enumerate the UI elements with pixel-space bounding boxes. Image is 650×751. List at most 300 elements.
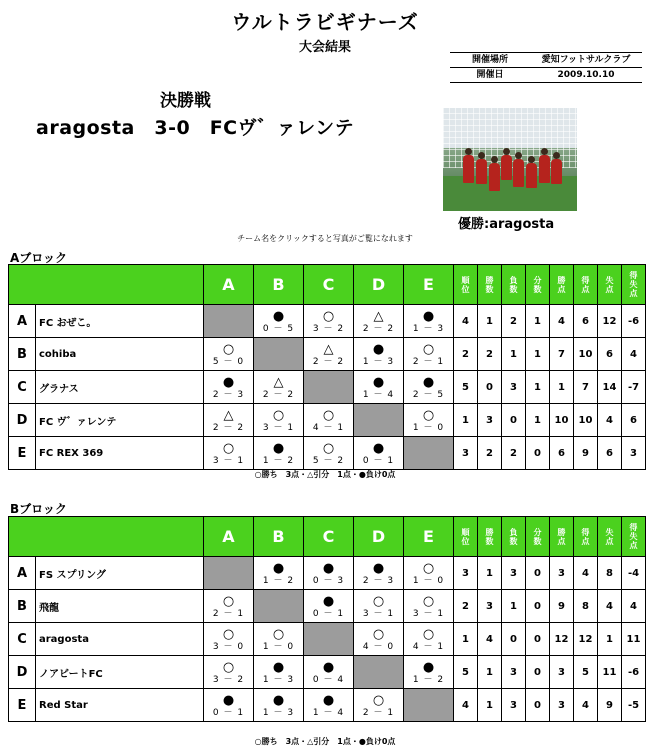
stat-value: -4 bbox=[622, 557, 646, 590]
page-subtitle: 大会結果 bbox=[298, 40, 351, 55]
stat-header: 勝 点 bbox=[550, 265, 574, 305]
match-result-cell bbox=[204, 590, 254, 623]
match-score: 1 － 3 bbox=[362, 356, 395, 367]
result-mark-icon: △ bbox=[373, 308, 384, 324]
column-header-c: C bbox=[304, 265, 354, 305]
result-mark-icon: ○ bbox=[222, 341, 235, 357]
date-row bbox=[450, 67, 642, 83]
block-a-label: Aブロック bbox=[10, 251, 68, 265]
match-result-cell bbox=[204, 371, 254, 404]
stat-header: 得 失 点 bbox=[622, 265, 646, 305]
stat-value: 4 bbox=[478, 623, 502, 656]
match-score: 3 － 1 bbox=[362, 608, 395, 619]
block-b-table bbox=[8, 516, 646, 722]
stat-value: 4 bbox=[454, 305, 478, 338]
match-result-cell bbox=[254, 557, 304, 590]
match-result-cell bbox=[354, 623, 404, 656]
match-result-cell bbox=[204, 689, 254, 722]
stat-value: 5 bbox=[454, 656, 478, 689]
stat-value: 4 bbox=[574, 557, 598, 590]
team-name-link[interactable]: cohiba bbox=[36, 338, 204, 371]
stat-value: 7 bbox=[574, 371, 598, 404]
stat-header: 順 位 bbox=[454, 517, 478, 557]
match-score: 0 － 1 bbox=[312, 608, 345, 619]
match-score: 3 － 2 bbox=[312, 323, 345, 334]
row-letter: E bbox=[9, 437, 36, 470]
row-letter: C bbox=[9, 371, 36, 404]
match-result-cell bbox=[254, 623, 304, 656]
match-result-cell bbox=[254, 437, 304, 470]
match-result-cell bbox=[304, 689, 354, 722]
match-score: 2 － 1 bbox=[362, 707, 395, 718]
stat-value: -6 bbox=[622, 305, 646, 338]
player-head bbox=[491, 156, 498, 163]
final-label: 決勝戦 bbox=[160, 91, 211, 111]
stat-header: 勝 数 bbox=[478, 517, 502, 557]
result-mark-icon: ● bbox=[422, 374, 435, 390]
column-header-e: E bbox=[404, 517, 454, 557]
stat-value: 6 bbox=[598, 338, 622, 371]
stat-value: 4 bbox=[622, 590, 646, 623]
player-figure bbox=[526, 163, 537, 188]
stat-value: 2 bbox=[454, 590, 478, 623]
stat-header: 順 位 bbox=[454, 265, 478, 305]
stat-value: 8 bbox=[574, 590, 598, 623]
column-header-d: D bbox=[354, 265, 404, 305]
stat-value: 9 bbox=[574, 437, 598, 470]
stat-value: 10 bbox=[574, 404, 598, 437]
stat-value: 3 bbox=[622, 437, 646, 470]
match-score: 1 － 0 bbox=[262, 641, 295, 652]
match-result-cell bbox=[354, 305, 404, 338]
match-score: 0 － 5 bbox=[262, 323, 295, 334]
team-name-link[interactable]: FC REX 369 bbox=[36, 437, 204, 470]
stat-value: 0 bbox=[526, 557, 550, 590]
match-score: 1 － 4 bbox=[362, 389, 395, 400]
stat-value: 12 bbox=[598, 305, 622, 338]
row-letter: B bbox=[9, 338, 36, 371]
match-score: 1 － 4 bbox=[312, 707, 345, 718]
result-mark-icon: ○ bbox=[422, 341, 435, 357]
player-head bbox=[541, 148, 548, 155]
table-row bbox=[9, 437, 646, 470]
block-b-legend: ○勝ち 3点・△引分 1点・●負け0点 bbox=[254, 737, 396, 746]
stat-value: 0 bbox=[526, 656, 550, 689]
player-figure bbox=[501, 155, 512, 180]
stat-value: 4 bbox=[574, 689, 598, 722]
result-mark-icon: ○ bbox=[222, 626, 235, 642]
stat-header: 得 点 bbox=[574, 517, 598, 557]
click-note: チーム名をクリックすると写真がご覧になれます bbox=[237, 234, 413, 243]
result-mark-icon: ● bbox=[272, 308, 285, 324]
player-head bbox=[515, 152, 522, 159]
stat-value: 3 bbox=[502, 557, 526, 590]
stat-value: -6 bbox=[622, 656, 646, 689]
stat-header: 失 点 bbox=[598, 265, 622, 305]
match-score: 3 － 1 bbox=[412, 608, 445, 619]
match-result-cell bbox=[404, 305, 454, 338]
column-header-b: B bbox=[254, 517, 304, 557]
stat-value: 1 bbox=[478, 305, 502, 338]
team-name-link[interactable]: FC ヴ゛ァレンテ bbox=[36, 404, 204, 437]
match-result-cell bbox=[404, 371, 454, 404]
result-mark-icon: ● bbox=[372, 440, 385, 456]
stat-value: 1 bbox=[478, 557, 502, 590]
stat-value: 1 bbox=[478, 656, 502, 689]
match-result-cell bbox=[304, 305, 354, 338]
table-row bbox=[9, 590, 646, 623]
row-letter: A bbox=[9, 557, 36, 590]
stat-header: 失 点 bbox=[598, 517, 622, 557]
stat-value: 1 bbox=[550, 371, 574, 404]
stat-value: 0 bbox=[502, 623, 526, 656]
match-result-cell bbox=[304, 338, 354, 371]
stat-value: 6 bbox=[622, 404, 646, 437]
table-row bbox=[9, 371, 646, 404]
player-head bbox=[465, 148, 472, 155]
match-result-cell bbox=[404, 623, 454, 656]
stat-value: 1 bbox=[454, 404, 478, 437]
stat-value: -7 bbox=[622, 371, 646, 404]
stat-value: 12 bbox=[574, 623, 598, 656]
self-match-cell bbox=[354, 656, 404, 689]
stat-value: 10 bbox=[550, 404, 574, 437]
row-letter: B bbox=[9, 590, 36, 623]
match-result-cell bbox=[354, 371, 404, 404]
match-score: 0 － 1 bbox=[362, 455, 395, 466]
result-mark-icon: ○ bbox=[422, 407, 435, 423]
stat-value: 0 bbox=[526, 623, 550, 656]
match-result-cell bbox=[304, 557, 354, 590]
result-mark-icon: ● bbox=[272, 440, 285, 456]
result-mark-icon: ○ bbox=[222, 593, 235, 609]
result-mark-icon: ○ bbox=[322, 407, 335, 423]
result-mark-icon: ● bbox=[422, 308, 435, 324]
player-figure bbox=[463, 155, 474, 183]
table-row bbox=[9, 404, 646, 437]
self-match-cell bbox=[254, 338, 304, 371]
result-mark-icon: ● bbox=[322, 659, 335, 675]
match-score: 2 － 3 bbox=[362, 575, 395, 586]
match-result-cell bbox=[254, 305, 304, 338]
column-header-b: B bbox=[254, 265, 304, 305]
match-result-cell bbox=[404, 404, 454, 437]
stat-value: 14 bbox=[598, 371, 622, 404]
result-mark-icon: ● bbox=[272, 659, 285, 675]
table-row bbox=[9, 338, 646, 371]
match-result-cell bbox=[254, 656, 304, 689]
result-mark-icon: ○ bbox=[422, 560, 435, 576]
stat-value: 3 bbox=[550, 689, 574, 722]
result-mark-icon: ○ bbox=[372, 626, 385, 642]
header-corner bbox=[9, 517, 204, 557]
date-label: 開催日 bbox=[476, 70, 504, 80]
match-score: 2 － 5 bbox=[412, 389, 445, 400]
stat-value: 8 bbox=[598, 557, 622, 590]
match-score: 4 － 1 bbox=[312, 422, 345, 433]
match-result-cell bbox=[404, 656, 454, 689]
team-name-link[interactable]: ノアビートFC bbox=[36, 656, 204, 689]
result-mark-icon: ○ bbox=[322, 440, 335, 456]
stat-value: 6 bbox=[598, 437, 622, 470]
table-row bbox=[9, 656, 646, 689]
stat-value: 3 bbox=[550, 656, 574, 689]
venue-row bbox=[450, 52, 642, 67]
header-corner bbox=[9, 265, 204, 305]
stat-value: 3 bbox=[454, 437, 478, 470]
match-score: 1 － 0 bbox=[412, 575, 445, 586]
stat-header: 勝 数 bbox=[478, 265, 502, 305]
stat-value: 3 bbox=[478, 590, 502, 623]
match-score: 5 － 2 bbox=[312, 455, 345, 466]
result-mark-icon: ● bbox=[222, 692, 235, 708]
result-mark-icon: ● bbox=[372, 374, 385, 390]
result-mark-icon: ● bbox=[272, 560, 285, 576]
match-result-cell bbox=[354, 689, 404, 722]
match-result-cell bbox=[254, 371, 304, 404]
match-score: 4 － 1 bbox=[412, 641, 445, 652]
team-name-link[interactable]: グラナス bbox=[36, 371, 204, 404]
self-match-cell bbox=[204, 557, 254, 590]
result-mark-icon: ● bbox=[322, 560, 335, 576]
match-score: 2 － 1 bbox=[212, 608, 245, 619]
page-title: ウルトラビギナーズ bbox=[231, 10, 419, 34]
team-name-link[interactable]: FC おぜこ。 bbox=[36, 305, 204, 338]
stat-value: 6 bbox=[574, 305, 598, 338]
stat-value: 6 bbox=[550, 437, 574, 470]
result-mark-icon: ● bbox=[322, 692, 335, 708]
result-mark-icon: ● bbox=[222, 374, 235, 390]
stat-value: 1 bbox=[526, 338, 550, 371]
stat-value: 0 bbox=[526, 590, 550, 623]
result-mark-icon: ○ bbox=[422, 593, 435, 609]
match-result-cell bbox=[204, 623, 254, 656]
photo-caption: 優勝:aragosta bbox=[458, 217, 555, 232]
stat-value: 3 bbox=[550, 557, 574, 590]
match-result-cell bbox=[354, 338, 404, 371]
stat-value: 2 bbox=[502, 305, 526, 338]
result-mark-icon: ○ bbox=[322, 308, 335, 324]
stat-value: 0 bbox=[478, 371, 502, 404]
stat-header: 勝 点 bbox=[550, 517, 574, 557]
player-head bbox=[478, 152, 485, 159]
stat-value: 9 bbox=[598, 689, 622, 722]
match-score: 3 － 1 bbox=[262, 422, 295, 433]
stat-header: 負 数 bbox=[502, 265, 526, 305]
match-score: 1 － 3 bbox=[262, 707, 295, 718]
event-info bbox=[450, 52, 642, 83]
stat-value: 1 bbox=[526, 305, 550, 338]
match-score: 1 － 2 bbox=[262, 575, 295, 586]
block-a-legend: ○勝ち 3点・△引分 1点・●負け0点 bbox=[254, 470, 396, 479]
player-figure bbox=[539, 155, 550, 183]
stat-value: 1 bbox=[502, 338, 526, 371]
result-mark-icon: △ bbox=[323, 341, 334, 357]
stat-value: 5 bbox=[574, 656, 598, 689]
stat-value: 0 bbox=[526, 689, 550, 722]
match-result-cell bbox=[204, 656, 254, 689]
stat-value: 4 bbox=[598, 404, 622, 437]
column-header-a: A bbox=[204, 517, 254, 557]
stat-value: 3 bbox=[478, 404, 502, 437]
stat-value: 3 bbox=[502, 656, 526, 689]
match-score: 2 － 2 bbox=[362, 323, 395, 334]
row-letter: D bbox=[9, 404, 36, 437]
result-mark-icon: ○ bbox=[372, 593, 385, 609]
match-result-cell bbox=[204, 338, 254, 371]
table-row bbox=[9, 623, 646, 656]
team-name-link[interactable]: Red Star bbox=[36, 689, 204, 722]
self-match-cell bbox=[304, 371, 354, 404]
stat-value: 3 bbox=[454, 557, 478, 590]
match-result-cell bbox=[204, 437, 254, 470]
stat-value: 1 bbox=[454, 623, 478, 656]
match-score: 2 － 1 bbox=[412, 356, 445, 367]
match-score: 2 － 2 bbox=[212, 422, 245, 433]
match-score: 2 － 2 bbox=[262, 389, 295, 400]
match-result-cell bbox=[354, 557, 404, 590]
player-figure bbox=[476, 159, 487, 184]
stat-header: 分 数 bbox=[526, 265, 550, 305]
match-score: 1 － 2 bbox=[412, 674, 445, 685]
table-row bbox=[9, 305, 646, 338]
stat-header: 負 数 bbox=[502, 517, 526, 557]
stat-value: 2 bbox=[454, 338, 478, 371]
self-match-cell bbox=[404, 689, 454, 722]
self-match-cell bbox=[354, 404, 404, 437]
match-score: 1 － 3 bbox=[412, 323, 445, 334]
stat-value: -5 bbox=[622, 689, 646, 722]
match-result-cell bbox=[404, 338, 454, 371]
venue-label: 開催場所 bbox=[471, 55, 508, 65]
winner-photo[interactable] bbox=[443, 108, 577, 211]
match-result-cell bbox=[404, 557, 454, 590]
self-match-cell bbox=[204, 305, 254, 338]
stat-value: 11 bbox=[598, 656, 622, 689]
team-name-link[interactable]: aragosta bbox=[36, 623, 204, 656]
stat-value: 1 bbox=[526, 371, 550, 404]
stat-value: 4 bbox=[550, 305, 574, 338]
result-mark-icon: ○ bbox=[272, 626, 285, 642]
match-result-cell bbox=[404, 590, 454, 623]
table-row bbox=[9, 689, 646, 722]
match-score: 0 － 1 bbox=[212, 707, 245, 718]
final-score: aragosta 3-0 FCヴ゛ァレンテ bbox=[36, 117, 355, 139]
match-score: 2 － 2 bbox=[312, 356, 345, 367]
match-result-cell bbox=[204, 404, 254, 437]
match-score: 3 － 0 bbox=[212, 641, 245, 652]
match-result-cell bbox=[354, 590, 404, 623]
self-match-cell bbox=[254, 590, 304, 623]
player-head bbox=[553, 152, 560, 159]
result-mark-icon: ○ bbox=[222, 659, 235, 675]
player-figure bbox=[551, 159, 562, 184]
stat-value: 9 bbox=[550, 590, 574, 623]
stat-value: 0 bbox=[502, 404, 526, 437]
stat-header: 得 点 bbox=[574, 265, 598, 305]
match-score: 0 － 4 bbox=[312, 674, 345, 685]
result-mark-icon: ● bbox=[422, 659, 435, 675]
player-head bbox=[503, 148, 510, 155]
match-result-cell bbox=[354, 437, 404, 470]
match-score: 1 － 3 bbox=[262, 674, 295, 685]
match-result-cell bbox=[304, 437, 354, 470]
row-letter: A bbox=[9, 305, 36, 338]
match-result-cell bbox=[254, 689, 304, 722]
match-score: 1 － 0 bbox=[412, 422, 445, 433]
result-mark-icon: ● bbox=[372, 560, 385, 576]
table-row bbox=[9, 557, 646, 590]
stat-value: 2 bbox=[478, 338, 502, 371]
stat-value: 0 bbox=[526, 437, 550, 470]
match-score: 3 － 2 bbox=[212, 674, 245, 685]
result-mark-icon: ○ bbox=[422, 626, 435, 642]
stat-value: 11 bbox=[622, 623, 646, 656]
player-figure bbox=[489, 163, 500, 191]
player-figure bbox=[513, 159, 524, 187]
match-result-cell bbox=[304, 404, 354, 437]
result-mark-icon: ○ bbox=[372, 692, 385, 708]
result-mark-icon: ○ bbox=[222, 440, 235, 456]
player-head bbox=[528, 156, 535, 163]
row-letter: C bbox=[9, 623, 36, 656]
block-b-label: Bブロック bbox=[10, 502, 67, 516]
stat-value: 4 bbox=[622, 338, 646, 371]
column-header-a: A bbox=[204, 265, 254, 305]
match-score: 5 － 0 bbox=[212, 356, 245, 367]
match-score: 2 － 3 bbox=[212, 389, 245, 400]
stat-value: 1 bbox=[478, 689, 502, 722]
result-mark-icon: ● bbox=[372, 341, 385, 357]
stat-value: 1 bbox=[502, 590, 526, 623]
result-mark-icon: △ bbox=[273, 374, 284, 390]
stat-value: 2 bbox=[502, 437, 526, 470]
match-result-cell bbox=[304, 590, 354, 623]
result-mark-icon: △ bbox=[223, 407, 234, 423]
match-score: 4 － 0 bbox=[362, 641, 395, 652]
stat-value: 1 bbox=[526, 404, 550, 437]
team-name-link[interactable]: 飛龍 bbox=[36, 590, 204, 623]
match-result-cell bbox=[254, 404, 304, 437]
header-row bbox=[9, 517, 646, 557]
column-header-d: D bbox=[354, 517, 404, 557]
stat-value: 1 bbox=[598, 623, 622, 656]
match-score: 1 － 2 bbox=[262, 455, 295, 466]
stat-value: 12 bbox=[550, 623, 574, 656]
team-name-link[interactable]: FS スプリング bbox=[36, 557, 204, 590]
self-match-cell bbox=[404, 437, 454, 470]
row-letter: E bbox=[9, 689, 36, 722]
column-header-c: C bbox=[304, 517, 354, 557]
stat-value: 4 bbox=[598, 590, 622, 623]
match-score: 0 － 3 bbox=[312, 575, 345, 586]
header-row bbox=[9, 265, 646, 305]
stat-header: 得 失 点 bbox=[622, 517, 646, 557]
column-header-e: E bbox=[404, 265, 454, 305]
result-mark-icon: ● bbox=[322, 593, 335, 609]
date-value: 2009.10.10 bbox=[557, 70, 615, 80]
stat-value: 3 bbox=[502, 371, 526, 404]
stat-value: 7 bbox=[550, 338, 574, 371]
stat-value: 10 bbox=[574, 338, 598, 371]
stat-value: 2 bbox=[478, 437, 502, 470]
venue-value: 愛知フットサルクラブ bbox=[541, 55, 631, 65]
result-mark-icon: ○ bbox=[272, 407, 285, 423]
row-letter: D bbox=[9, 656, 36, 689]
self-match-cell bbox=[304, 623, 354, 656]
stat-value: 4 bbox=[454, 689, 478, 722]
stat-header: 分 数 bbox=[526, 517, 550, 557]
